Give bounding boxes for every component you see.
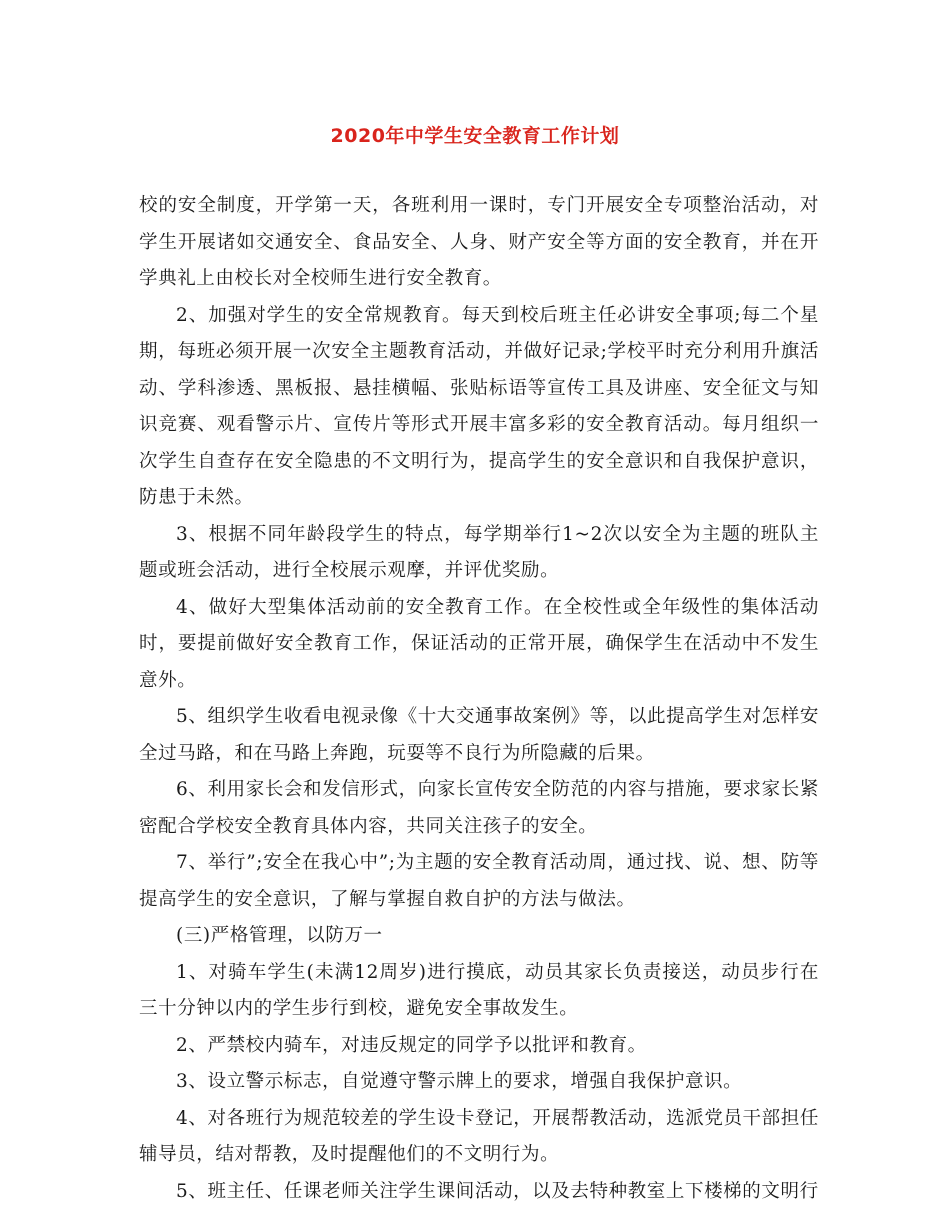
document-title: 2020年中学生安全教育工作计划 <box>330 125 620 147</box>
document-body <box>139 188 819 1210</box>
paragraph-item-2: 2、加强对学生的安全常规教育。每天到校后班主任必讲安全事项;每二个星期，每班必须开展一次安全主题教育活动，并做好记录;学校平时充分利用升旗活动、学科渗透、黑板报、悬挂横幅、张贴标语等宣传工具及讲座、安全征文与知识竞赛、观看警示片、宣传片等形式开展丰富多彩的安全教育活动。每月组织一次学生自查存在安全隐患的不文明行为，提高学生的安全意识和自我保护意识，防患于未然。 <box>139 304 819 508</box>
paragraph-section3-item-1: 1、对骑车学生(未满12周岁)进行摸底，动员其家长负责接送，动员步行在三十分钟以内的学生步行到校，避免安全事故发生。 <box>139 961 819 1019</box>
paragraph-item-6: 6、利用家长会和发信形式，向家长宣传安全防范的内容与措施，要求家长紧密配合学校安全教育具体内容，共同关注孩子的安全。 <box>139 779 819 837</box>
paragraph-section3-item-3: 3、设立警示标志，自觉遵守警示牌上的要求，增强自我保护意识。 <box>176 1071 743 1092</box>
paragraph-section3-item-4: 4、对各班行为规范较差的学生设卡登记，开展帮教活动，选派党员干部担任辅导员，结对帮教，及时提醒他们的不文明行为。 <box>139 1107 819 1165</box>
section-heading-3: (三)严格管理，以防万一 <box>176 925 383 946</box>
paragraph-continuation: 校的安全制度，开学第一天，各班利用一课时，专门开展安全专项整治活动，对学生开展诸如交通安全、食品安全、人身、财产安全等方面的安全教育，并在开学典礼上由校长对全校师生进行安全教育。 <box>139 195 819 289</box>
paragraph-item-4: 4、做好大型集体活动前的安全教育工作。在全校性或全年级性的集体活动时，要提前做好安全教育工作，保证活动的正常开展，确保学生在活动中不发生意外。 <box>139 596 819 691</box>
paragraph-item-3: 3、根据不同年龄段学生的特点，每学期举行1~2次以安全为主题的班队主题或班会活动，进行全校展示观摩，并评优奖励。 <box>139 523 819 581</box>
paragraph-item-7: 7、举行”;安全在我心中”;为主题的安全教育活动周，通过找、说、想、防等提高学生的安全意识，了解与掌握自救自护的方法与做法。 <box>139 852 819 910</box>
paragraph-section3-item-5: 5、班主任、任课老师关注学生课间活动，以及去特种教室上下楼梯的文明行 <box>176 1180 819 1202</box>
paragraph-section3-item-2: 2、严禁校内骑车，对违反规定的同学予以批评和教育。 <box>176 1034 647 1056</box>
paragraph-item-5: 5、组织学生收看电视录像《十大交通事故案例》等，以此提高学生对怎样安全过马路，和在马路上奔跑，玩耍等不良行为所隐藏的后果。 <box>139 706 819 764</box>
